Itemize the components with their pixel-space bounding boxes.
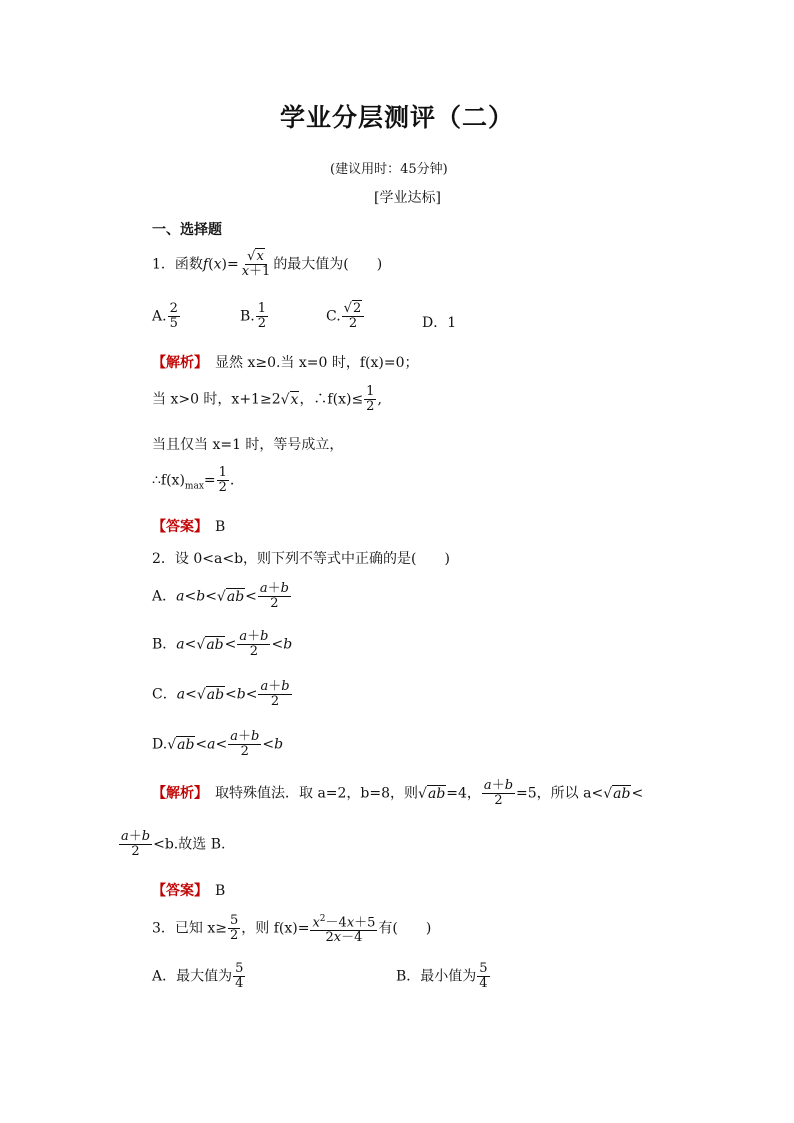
q2-analysis-line2: $\frac{a+b}{2}$ <b.故选 B. [121, 829, 226, 859]
q1-analysis: 【解析】 显然 x≥0.当 x=0 时，f(x)=0； [152, 355, 419, 371]
q2-option-a: A．a<b<√ab< $\frac{a+b}{2}$ [152, 581, 289, 611]
q3-option-a: A．最大值为 $\frac{5}{4}$ [152, 961, 244, 991]
q1-option-d: D．1 [422, 315, 457, 331]
time-hint: (建议用时：45分钟) [330, 162, 448, 177]
q2-option-c: C．a<√ab<b< $\frac{a+b}{2}$ [152, 679, 290, 709]
q1-option-c: C. $\frac{√2}{2}$ [326, 302, 365, 331]
q2-analysis: 【解析】 取特殊值法．取 a=2，b=8，则√ab=4， $\frac{a+b}{2}$ =5，所以 a<√ab< [152, 778, 644, 808]
q1-analysis-line2: 当 x>0 时，x+1≥2√x，∴f(x)≤ $\frac{1}{2}$ , [152, 384, 382, 414]
q1-analysis-line3: 当且仅当 x=1 时，等号成立， [152, 437, 344, 453]
q2-option-d: D.√ab<a< $\frac{a+b}{2}$ <b [152, 729, 284, 759]
q1-stem: 1．函数f(x)= $\frac{√x}{x+1}$ 的最大值为( ) [152, 249, 383, 279]
q3-option-b: B．最小值为 $\frac{5}{4}$ [396, 961, 488, 991]
q1-option-a: A. $\frac{2}{5}$ [152, 301, 178, 331]
section-heading: 一、选择题 [152, 222, 222, 238]
q2-option-b: B．a<√ab< $\frac{a+b}{2}$ <b [152, 629, 293, 659]
page-title: 学业分层测评（二） [279, 103, 514, 132]
q2-stem: 2．设 0<a<b，则下列不等式中正确的是( ) [152, 551, 450, 567]
q1-answer: 【答案】 B [152, 519, 226, 535]
q2-answer: 【答案】 B [152, 883, 226, 899]
q1-analysis-line4: $\therefore f(x)_{max}=$ $\frac{1}{2}$ . [152, 465, 235, 495]
q3-stem: 3．已知 x≥ $\frac{5}{2}$ ，则 f(x)= $\frac{x^2-4x+5}{2x-4}$ 有( ) [152, 913, 432, 946]
q1-option-b: B. $\frac{1}{2}$ [240, 301, 267, 331]
level-tag: [学业达标] [374, 190, 441, 206]
